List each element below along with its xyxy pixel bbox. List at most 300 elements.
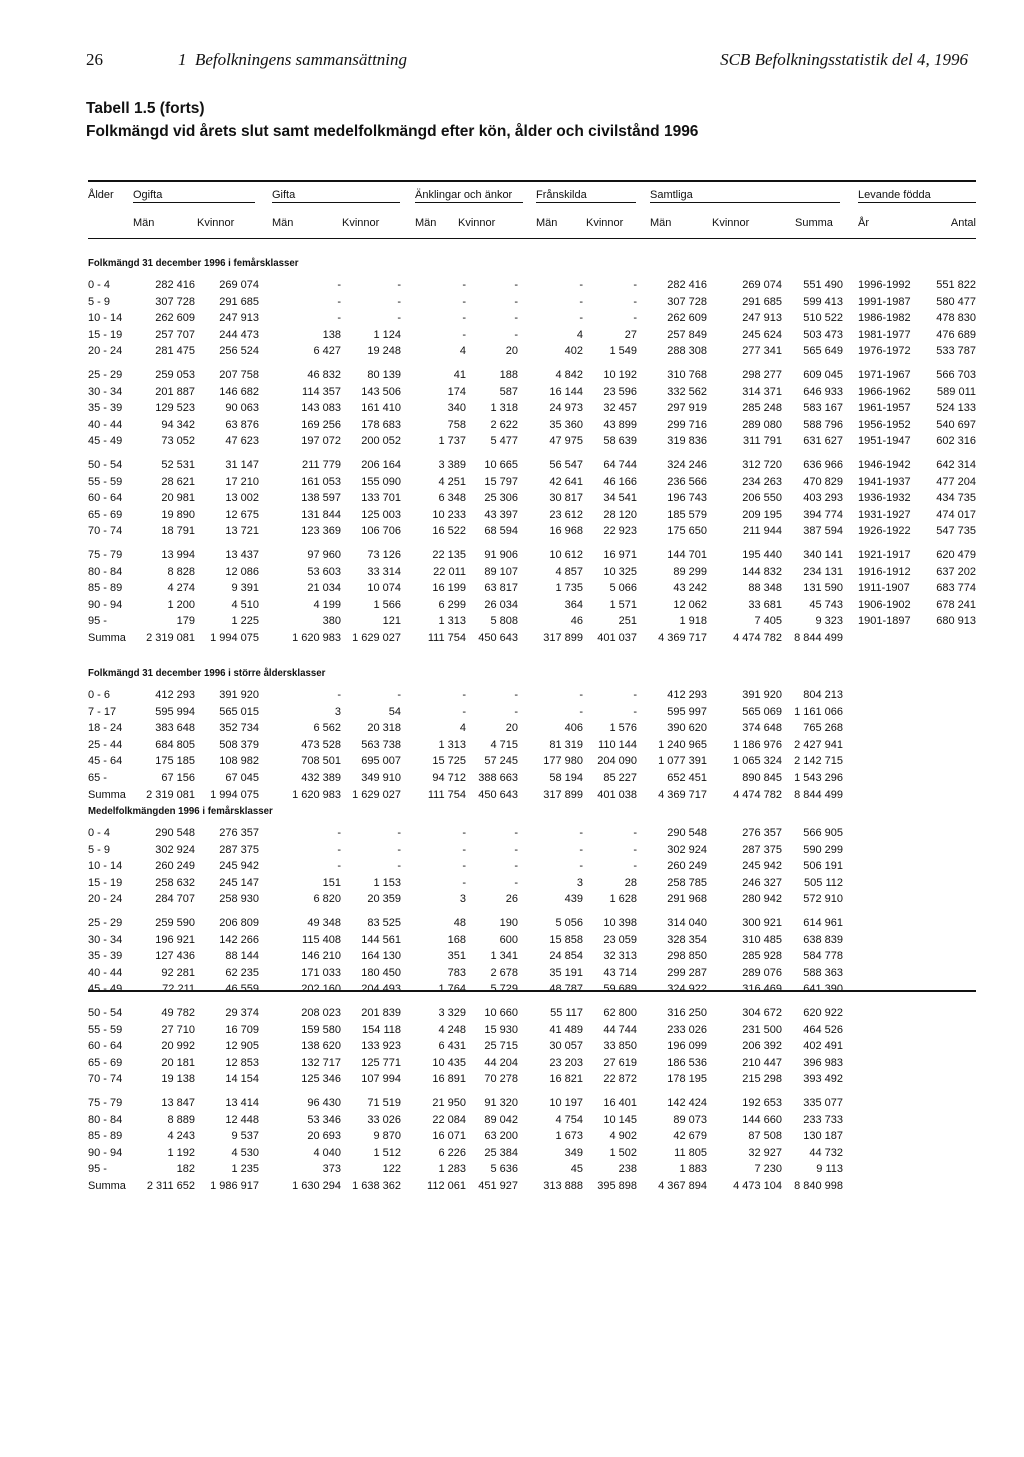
value-cell: 3 389 xyxy=(438,459,466,471)
table-row xyxy=(0,1040,1024,1056)
value-cell: 91 906 xyxy=(484,549,518,561)
summa-row xyxy=(0,789,1024,805)
age-cell: 10 - 14 xyxy=(88,312,123,324)
value-cell: 178 195 xyxy=(667,1073,707,1085)
value-cell: 8 844 499 xyxy=(794,789,843,801)
age-cell: 95 - xyxy=(88,615,107,627)
value-cell: 57 245 xyxy=(484,755,518,767)
value-cell: 68 594 xyxy=(484,525,518,537)
value-cell: 111 754 xyxy=(427,789,466,801)
value-cell: 317 899 xyxy=(543,789,583,801)
value-cell: 298 277 xyxy=(742,369,782,381)
table-row xyxy=(0,689,1024,705)
value-cell: 146 210 xyxy=(301,950,341,962)
value-cell: 83 525 xyxy=(367,917,401,929)
value-cell: 8 840 998 xyxy=(794,1180,843,1192)
value-cell: 684 805 xyxy=(155,739,195,751)
value-cell: 565 069 xyxy=(742,706,782,718)
value-cell: 210 447 xyxy=(742,1057,782,1069)
value-cell: 1916-1912 xyxy=(858,566,911,578)
value-cell: 200 052 xyxy=(361,435,401,447)
value-cell: 233 733 xyxy=(803,1114,843,1126)
value-cell: 48 787 xyxy=(549,983,583,995)
value-cell: 155 090 xyxy=(361,476,401,488)
value-cell: 1 124 xyxy=(373,329,401,341)
value-cell: 28 621 xyxy=(161,476,195,488)
value-cell: 94 712 xyxy=(432,772,466,784)
value-cell: 4 510 xyxy=(231,599,259,611)
value-cell: 9 870 xyxy=(373,1130,401,1142)
table-row xyxy=(0,402,1024,418)
chapter-title: Befolkningens sammansättning xyxy=(195,50,408,69)
value-cell: 144 660 xyxy=(742,1114,782,1126)
value-cell: 4 274 xyxy=(167,582,195,594)
age-cell: 15 - 19 xyxy=(88,877,123,889)
value-cell: - xyxy=(397,827,401,839)
value-cell: - xyxy=(579,689,583,701)
value-cell: 695 007 xyxy=(361,755,401,767)
value-cell: 2 142 715 xyxy=(794,755,843,767)
table-row xyxy=(0,582,1024,598)
value-cell: 81 319 xyxy=(549,739,583,751)
value-cell: 890 845 xyxy=(742,772,782,784)
value-cell: 4 248 xyxy=(438,1024,466,1036)
value-cell: 390 620 xyxy=(667,722,707,734)
value-cell: 1951-1947 xyxy=(858,435,911,447)
value-cell: 313 888 xyxy=(543,1180,583,1192)
value-cell: 129 523 xyxy=(155,402,195,414)
value-cell: 4 530 xyxy=(231,1147,259,1159)
value-cell: 19 248 xyxy=(367,345,401,357)
value-cell: 391 920 xyxy=(219,689,259,701)
value-cell: - xyxy=(337,689,341,701)
age-cell: 7 - 17 xyxy=(88,706,117,718)
value-cell: - xyxy=(462,860,466,872)
value-cell: 547 735 xyxy=(936,525,976,537)
value-cell: 584 778 xyxy=(803,950,843,962)
value-cell: 590 299 xyxy=(803,844,843,856)
value-cell: 47 975 xyxy=(549,435,583,447)
value-cell: 300 921 xyxy=(742,917,782,929)
value-cell: 238 xyxy=(618,1163,637,1175)
value-cell: 12 675 xyxy=(225,509,259,521)
table-row xyxy=(0,386,1024,402)
value-cell: 587 xyxy=(499,386,518,398)
value-cell: 111 754 xyxy=(427,632,466,644)
value-cell: 262 609 xyxy=(155,312,195,324)
value-cell: 202 160 xyxy=(301,983,341,995)
value-cell: - xyxy=(337,844,341,856)
value-cell: - xyxy=(514,827,518,839)
value-cell: 133 923 xyxy=(361,1040,401,1052)
table-row xyxy=(0,329,1024,345)
age-cell: 18 - 24 xyxy=(88,722,123,734)
table-row xyxy=(0,772,1024,788)
value-cell: 259 590 xyxy=(155,917,195,929)
value-cell: 4 473 104 xyxy=(733,1180,782,1192)
value-cell: 15 797 xyxy=(484,476,518,488)
value-cell: 1 571 xyxy=(609,599,637,611)
value-cell: 269 074 xyxy=(742,279,782,291)
value-cell: 15 725 xyxy=(432,755,466,767)
value-cell: - xyxy=(633,860,637,872)
value-cell: 206 164 xyxy=(361,459,401,471)
value-cell: 332 562 xyxy=(667,386,707,398)
age-cell: 45 - 49 xyxy=(88,983,123,995)
value-cell: 236 566 xyxy=(667,476,707,488)
value-cell: 5 066 xyxy=(609,582,637,594)
value-cell: - xyxy=(462,329,466,341)
sub-gifta-kvinnor: Kvinnor xyxy=(342,217,380,229)
age-cell: 25 - 29 xyxy=(88,917,123,929)
value-cell: - xyxy=(397,689,401,701)
value-cell: 4 243 xyxy=(167,1130,195,1142)
value-cell: - xyxy=(337,827,341,839)
value-cell: 1921-1917 xyxy=(858,549,911,561)
value-cell: - xyxy=(462,279,466,291)
value-cell: 10 435 xyxy=(432,1057,466,1069)
age-cell: Summa xyxy=(88,1180,126,1192)
value-cell: 123 369 xyxy=(301,525,341,537)
value-cell: 319 836 xyxy=(667,435,707,447)
value-cell: 281 475 xyxy=(155,345,195,357)
value-cell: 289 076 xyxy=(742,967,782,979)
value-cell: 44 732 xyxy=(809,1147,843,1159)
value-cell: 652 451 xyxy=(667,772,707,784)
value-cell: 23 596 xyxy=(603,386,637,398)
value-cell: 106 706 xyxy=(361,525,401,537)
value-cell: - xyxy=(514,296,518,308)
value-cell: 22 135 xyxy=(432,549,466,561)
value-cell: 2 678 xyxy=(490,967,518,979)
value-cell: 312 720 xyxy=(742,459,782,471)
value-cell: 1 186 976 xyxy=(733,739,782,751)
value-cell: 580 477 xyxy=(936,296,976,308)
value-cell: 179 xyxy=(176,615,195,627)
value-cell: 2 622 xyxy=(490,419,518,431)
value-cell: 89 107 xyxy=(484,566,518,578)
value-cell: 285 248 xyxy=(742,402,782,414)
value-cell: 29 374 xyxy=(225,1007,259,1019)
value-cell: 614 961 xyxy=(803,917,843,929)
value-cell: 6 348 xyxy=(438,492,466,504)
value-cell: 307 728 xyxy=(667,296,707,308)
value-cell: 130 187 xyxy=(803,1130,843,1142)
value-cell: - xyxy=(337,296,341,308)
value-cell: 192 653 xyxy=(742,1097,782,1109)
table-row xyxy=(0,435,1024,451)
value-cell: 12 448 xyxy=(225,1114,259,1126)
value-cell: 1 192 xyxy=(167,1147,195,1159)
value-cell: 10 233 xyxy=(432,509,466,521)
value-cell: 6 299 xyxy=(438,599,466,611)
value-cell: 380 xyxy=(322,615,341,627)
value-cell: 16 144 xyxy=(549,386,583,398)
value-cell: - xyxy=(579,844,583,856)
value-cell: 4 369 717 xyxy=(658,789,707,801)
value-cell: 637 202 xyxy=(936,566,976,578)
value-cell: 349 910 xyxy=(361,772,401,784)
value-cell: 25 384 xyxy=(484,1147,518,1159)
value-cell: 4 842 xyxy=(555,369,583,381)
value-cell: 2 319 081 xyxy=(146,632,195,644)
value-cell: - xyxy=(462,827,466,839)
sub-anklingar-man: Män xyxy=(415,217,437,229)
value-cell: 45 743 xyxy=(809,599,843,611)
value-cell: 316 250 xyxy=(667,1007,707,1019)
value-cell: 211 779 xyxy=(302,459,341,471)
value-cell: 207 758 xyxy=(219,369,259,381)
value-cell: 602 316 xyxy=(936,435,976,447)
value-cell: 349 xyxy=(564,1147,583,1159)
value-cell: 20 359 xyxy=(367,893,401,905)
value-cell: 340 xyxy=(447,402,466,414)
table-row xyxy=(0,509,1024,525)
value-cell: 599 413 xyxy=(803,296,843,308)
value-cell: 1 161 066 xyxy=(794,706,843,718)
value-cell: 54 xyxy=(388,706,401,718)
value-cell: 1981-1977 xyxy=(858,329,911,341)
value-cell: 4 474 782 xyxy=(733,789,782,801)
value-cell: 373 xyxy=(322,1163,341,1175)
table-label: Tabell 1.5 (forts) xyxy=(86,100,205,117)
value-cell: 32 927 xyxy=(748,1147,782,1159)
value-cell: 395 898 xyxy=(597,1180,637,1192)
value-cell: 583 167 xyxy=(803,402,843,414)
value-cell: 71 519 xyxy=(367,1097,401,1109)
value-cell: 43 714 xyxy=(603,967,637,979)
value-cell: 41 489 xyxy=(549,1024,583,1036)
value-cell: 6 431 xyxy=(438,1040,466,1052)
value-cell: 15 930 xyxy=(484,1024,518,1036)
value-cell: 26 xyxy=(505,893,518,905)
value-cell: 110 144 xyxy=(598,739,637,751)
value-cell: 63 876 xyxy=(225,419,259,431)
value-cell: 310 768 xyxy=(667,369,707,381)
value-cell: 16 821 xyxy=(549,1073,583,1085)
value-cell: 59 689 xyxy=(603,983,637,995)
value-cell: 291 968 xyxy=(667,893,707,905)
value-cell: 276 357 xyxy=(742,827,782,839)
value-cell: 63 200 xyxy=(484,1130,518,1142)
value-cell: 73 052 xyxy=(161,435,195,447)
value-cell: 73 126 xyxy=(367,549,401,561)
age-cell: 55 - 59 xyxy=(88,476,123,488)
value-cell: 90 063 xyxy=(225,402,259,414)
table-row xyxy=(0,950,1024,966)
value-cell: 169 256 xyxy=(301,419,341,431)
value-cell: 9 391 xyxy=(231,582,259,594)
value-cell: 285 928 xyxy=(742,950,782,962)
value-cell: - xyxy=(514,279,518,291)
value-cell: - xyxy=(397,279,401,291)
value-cell: - xyxy=(514,844,518,856)
value-cell: 284 707 xyxy=(155,893,195,905)
value-cell: 159 580 xyxy=(301,1024,341,1036)
table-row xyxy=(0,722,1024,738)
value-cell: 20 981 xyxy=(161,492,195,504)
value-cell: 4 715 xyxy=(490,739,518,751)
age-cell: 15 - 19 xyxy=(88,329,123,341)
value-cell: 299 287 xyxy=(667,967,707,979)
value-cell: 27 xyxy=(624,329,637,341)
value-cell: 63 817 xyxy=(484,582,518,594)
value-cell: 258 785 xyxy=(667,877,707,889)
value-cell: 20 693 xyxy=(307,1130,341,1142)
value-cell: 1971-1967 xyxy=(858,369,911,381)
table-row xyxy=(0,893,1024,909)
value-cell: 297 919 xyxy=(667,402,707,414)
value-cell: 164 130 xyxy=(361,950,401,962)
value-cell: 1 629 027 xyxy=(352,632,401,644)
value-cell: 25 306 xyxy=(484,492,518,504)
value-cell: 17 210 xyxy=(225,476,259,488)
age-cell: 5 - 9 xyxy=(88,844,111,856)
value-cell: 20 318 xyxy=(367,722,401,734)
value-cell: 1 735 xyxy=(555,582,583,594)
value-cell: 503 473 xyxy=(803,329,843,341)
value-cell: 138 xyxy=(322,329,341,341)
value-cell: 4 199 xyxy=(313,599,341,611)
value-cell: 291 685 xyxy=(219,296,259,308)
value-cell: 231 500 xyxy=(742,1024,782,1036)
value-cell: 1 502 xyxy=(609,1147,637,1159)
value-cell: 53 346 xyxy=(307,1114,341,1126)
value-cell: 1976-1972 xyxy=(858,345,911,357)
value-cell: 211 944 xyxy=(743,525,782,537)
value-cell: 16 071 xyxy=(432,1130,466,1142)
value-cell: 62 800 xyxy=(603,1007,637,1019)
value-cell: 108 982 xyxy=(219,755,259,767)
value-cell: 1 240 965 xyxy=(658,739,707,751)
value-cell: 1 341 xyxy=(490,950,518,962)
value-cell: 316 469 xyxy=(742,983,782,995)
value-cell: 642 314 xyxy=(936,459,976,471)
value-cell: 1966-1962 xyxy=(858,386,911,398)
value-cell: 473 528 xyxy=(301,739,341,751)
value-cell: 52 531 xyxy=(161,459,195,471)
value-cell: 470 829 xyxy=(803,476,843,488)
value-cell: 565 015 xyxy=(219,706,259,718)
value-cell: 364 xyxy=(564,599,583,611)
value-cell: - xyxy=(514,877,518,889)
table-row xyxy=(0,369,1024,385)
value-cell: 144 561 xyxy=(361,934,401,946)
value-cell: 49 782 xyxy=(161,1007,195,1019)
value-cell: 33 026 xyxy=(367,1114,401,1126)
value-cell: 1956-1952 xyxy=(858,419,911,431)
value-cell: 180 450 xyxy=(361,967,401,979)
value-cell: 476 689 xyxy=(936,329,976,341)
value-cell: 10 192 xyxy=(603,369,637,381)
value-cell: 595 994 xyxy=(155,706,195,718)
value-cell: 1 764 xyxy=(438,983,466,995)
value-cell: 282 416 xyxy=(667,279,707,291)
value-cell: - xyxy=(633,296,637,308)
age-cell: 40 - 44 xyxy=(88,967,123,979)
table-row xyxy=(0,296,1024,312)
value-cell: 12 086 xyxy=(225,566,259,578)
value-cell: 340 141 xyxy=(803,549,843,561)
value-cell: 245 147 xyxy=(219,877,259,889)
value-cell: 23 612 xyxy=(549,509,583,521)
value-cell: 302 924 xyxy=(667,844,707,856)
col-group-gifta: Gifta xyxy=(272,189,400,203)
value-cell: 6 226 xyxy=(438,1147,466,1159)
age-cell: 30 - 34 xyxy=(88,386,123,398)
value-cell: 144 701 xyxy=(667,549,707,561)
table-row xyxy=(0,1073,1024,1089)
sub-franskilda-man: Män xyxy=(536,217,558,229)
table-header-rule xyxy=(88,238,976,239)
value-cell: 122 xyxy=(382,1163,401,1175)
table-row xyxy=(0,827,1024,843)
value-cell: 540 697 xyxy=(936,419,976,431)
value-cell: 439 xyxy=(564,893,583,905)
value-cell: - xyxy=(337,279,341,291)
value-cell: 8 828 xyxy=(167,566,195,578)
value-cell: 89 042 xyxy=(484,1114,518,1126)
value-cell: 282 416 xyxy=(155,279,195,291)
value-cell: 4 754 xyxy=(555,1114,583,1126)
page-header xyxy=(0,46,1024,76)
age-cell: 90 - 94 xyxy=(88,1147,123,1159)
value-cell: 765 268 xyxy=(803,722,843,734)
value-cell: 450 643 xyxy=(478,632,518,644)
value-cell: 4 369 717 xyxy=(658,632,707,644)
value-cell: 154 118 xyxy=(362,1024,401,1036)
value-cell: 1 986 917 xyxy=(210,1180,259,1192)
value-cell: 1 620 983 xyxy=(292,632,341,644)
value-cell: 1 994 075 xyxy=(210,789,259,801)
value-cell: 30 817 xyxy=(549,492,583,504)
age-cell: 65 - xyxy=(88,772,107,784)
value-cell: 43 397 xyxy=(484,509,518,521)
value-cell: 25 715 xyxy=(484,1040,518,1052)
page-number: 26 xyxy=(86,50,103,69)
summa-row xyxy=(0,1180,1024,1196)
value-cell: 259 053 xyxy=(155,369,195,381)
value-cell: 595 997 xyxy=(667,706,707,718)
value-cell: 317 899 xyxy=(543,632,583,644)
value-cell: 4 040 xyxy=(313,1147,341,1159)
section-title: Medelfolkmängden 1996 i femårsklasser xyxy=(88,805,273,817)
value-cell: 262 609 xyxy=(667,312,707,324)
value-cell: 1 629 027 xyxy=(352,789,401,801)
value-cell: 1 225 xyxy=(231,615,259,627)
table-row xyxy=(0,1114,1024,1130)
value-cell: 168 xyxy=(447,934,466,946)
table-title: Folkmängd vid årets slut samt medelfolkmängd efter kön, ålder och civilstånd 1996 xyxy=(86,123,699,140)
value-cell: 12 853 xyxy=(225,1057,259,1069)
value-cell: 44 204 xyxy=(484,1057,518,1069)
value-cell: 2 319 081 xyxy=(146,789,195,801)
value-cell: 43 899 xyxy=(603,419,637,431)
value-cell: 58 639 xyxy=(603,435,637,447)
table-row xyxy=(0,877,1024,893)
value-cell: 302 924 xyxy=(155,844,195,856)
value-cell: 112 061 xyxy=(427,1180,466,1192)
value-cell: 125 346 xyxy=(301,1073,341,1085)
value-cell: 1936-1932 xyxy=(858,492,911,504)
age-cell: 20 - 24 xyxy=(88,345,123,357)
value-cell: 260 249 xyxy=(667,860,707,872)
age-cell: 40 - 44 xyxy=(88,419,123,431)
value-cell: - xyxy=(462,877,466,889)
value-cell: 22 872 xyxy=(603,1073,637,1085)
value-cell: 16 199 xyxy=(432,582,466,594)
value-cell: 208 023 xyxy=(301,1007,341,1019)
